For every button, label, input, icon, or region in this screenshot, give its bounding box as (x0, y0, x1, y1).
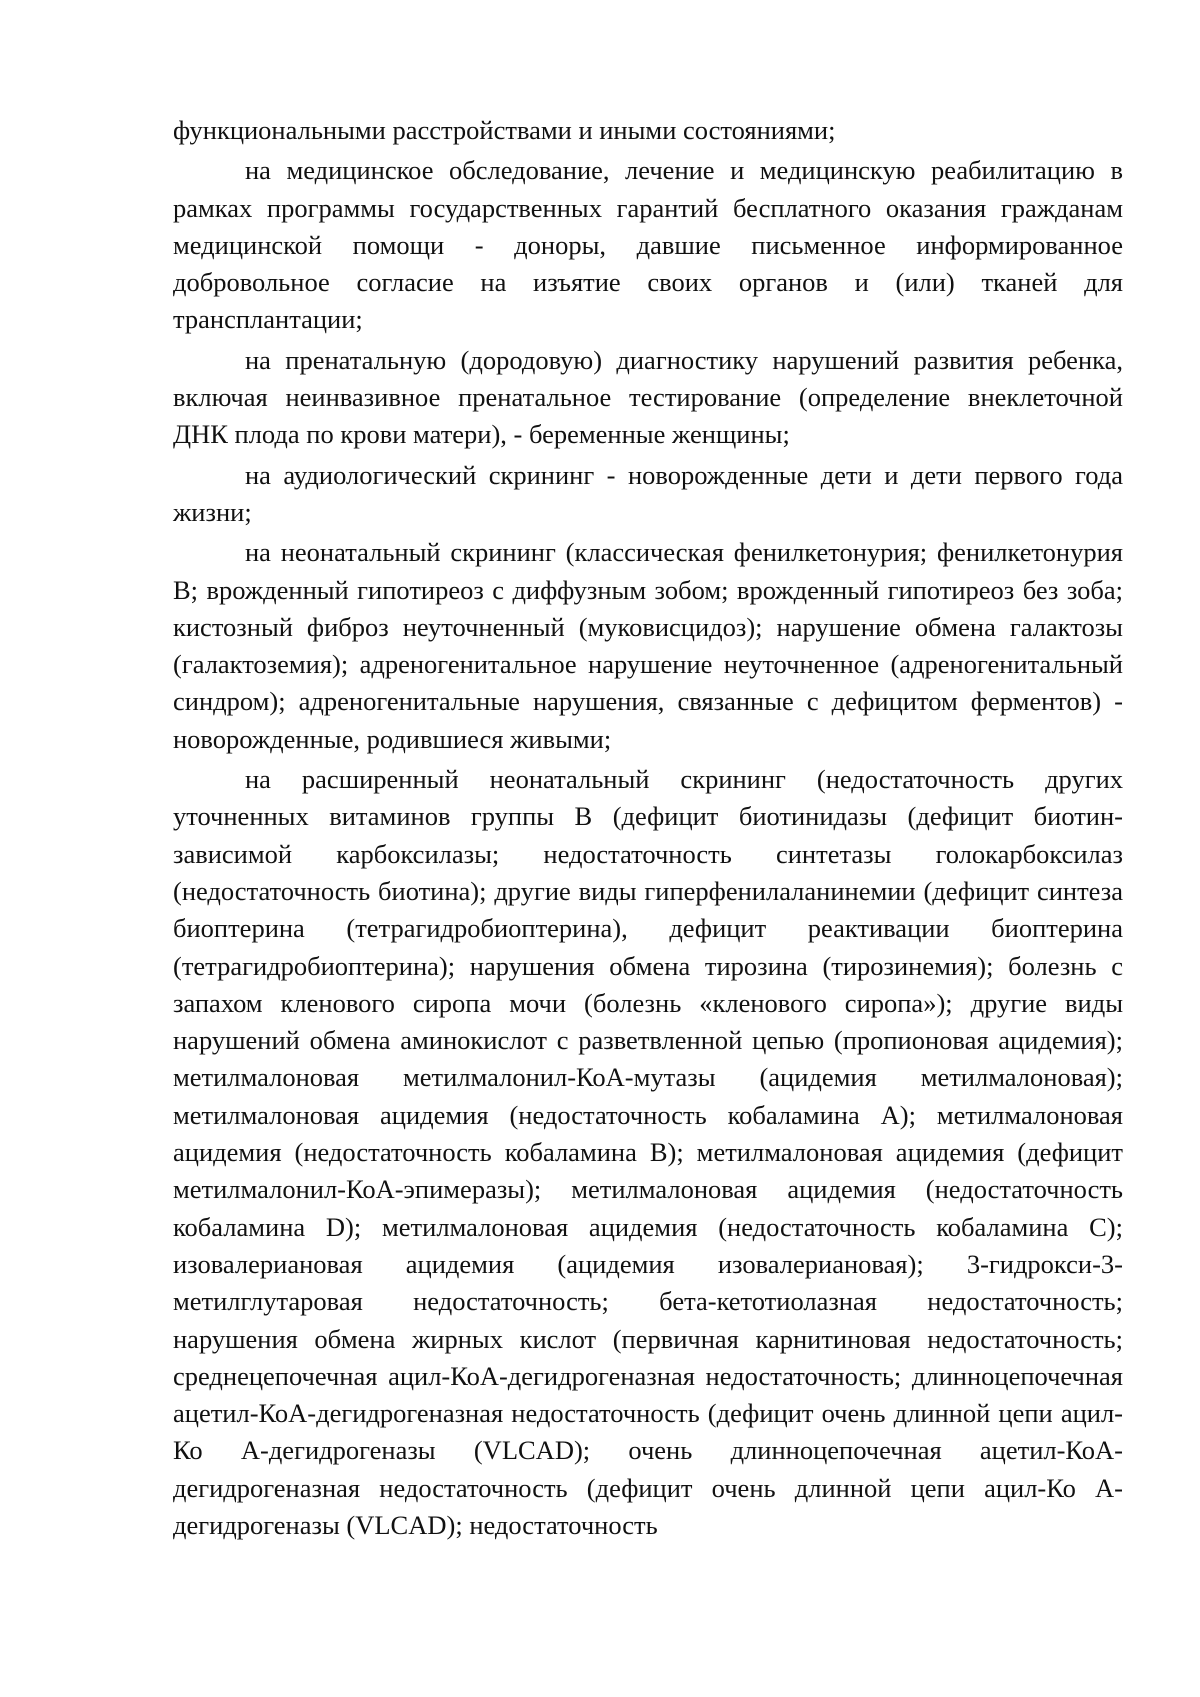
paragraph-2: на медицинское обследование, лечение и медицинскую реабилитацию в рамках программы государственных гарантий бесплатного оказания гражданам медицинской помощи - доноры, давшие письменное информированное добровольное согласие на изъятие своих органов и (или) тканей для трансплантации; (173, 155, 1123, 335)
paragraph-3: на пренатальную (дородовую) диагностику нарушений развития ребенка, включая неинвазивное пренатальное тестирование (определение внеклеточной ДНК плода по крови матери), - беременные женщины; (173, 344, 1123, 450)
paragraph-5: на неонатальный скрининг (классическая фенилкетонурия; фенилкетонурия B; врожденный гипотиреоз с диффузным зобом; врожденный гипотиреоз без зоба; кистозный фиброз неуточненный (муковисцидоз); нарушение обмена галактозы (галактоземия); адреногенитальное нарушение неуточненное (адреногенитальный синдром); адреногенитальные нарушения, связанные с дефицитом ферментов) - новорожденные, родившиеся живыми; (173, 537, 1123, 754)
paragraph-6: на расширенный неонатальный скрининг (недостаточность других уточненных витаминов группы B (дефицит биотинидазы (дефицит биотин-зависимой карбоксилазы; недостаточность синтетазы голокарбоксилаз (недостаточность биотина); другие виды гиперфенилаланинемии (дефицит синтеза биоптерина (тетрагидробиоптерина), дефицит реактивации биоптерина (тетрагидробиоптерина); нарушения обмена тирозина (тирозинемия); болезнь с запахом кленового сиропа мочи (болезнь «кленового сиропа»); другие виды нарушений обмена аминокислот с разветвленной цепью (пропионовая ацидемия); метилмалоновая метилмалонил-КоА-мутазы (ацидемия метилмалоновая); метилмалоновая ацидемия (недостаточность кобаламина A); метилмалоновая ацидемия (недостаточность кобаламина B); метилмалоновая ацидемия (дефицит метилмалонил-КоА-эпимеразы); метилмалоновая ацидемия (недостаточность кобаламина D); метилмалоновая ацидемия (недостаточность кобаламина C); изовалериановая ацидемия (ацидемия изовалериановая); 3-гидрокси-3-метилглутаровая недостаточность; бета-кетотиолазная недостаточность; нарушения обмена жирных кислот (первичная карнитиновая недостаточность; среднецепочечная ацил-КоА-дегидрогеназная недостаточность; длинноцепочечная ацетил-КоА-дегидрогеназная недостаточность (дефицит очень длинной цепи ацил-Ко А-дегидрогеназы (VLCAD); очень длинноцепочечная ацетил-КоА-дегидрогеназная недостаточность (дефицит очень длинной цепи ацил-Ко А-дегидрогеназы (VLCAD); недостаточность (173, 764, 1123, 1540)
document-page (173, 112, 1123, 1547)
paragraph-4: на аудиологический скрининг - новорожденные дети и дети первого года жизни; (173, 459, 1123, 527)
paragraph-1: функциональными расстройствами и иными состояниями; (173, 115, 836, 145)
